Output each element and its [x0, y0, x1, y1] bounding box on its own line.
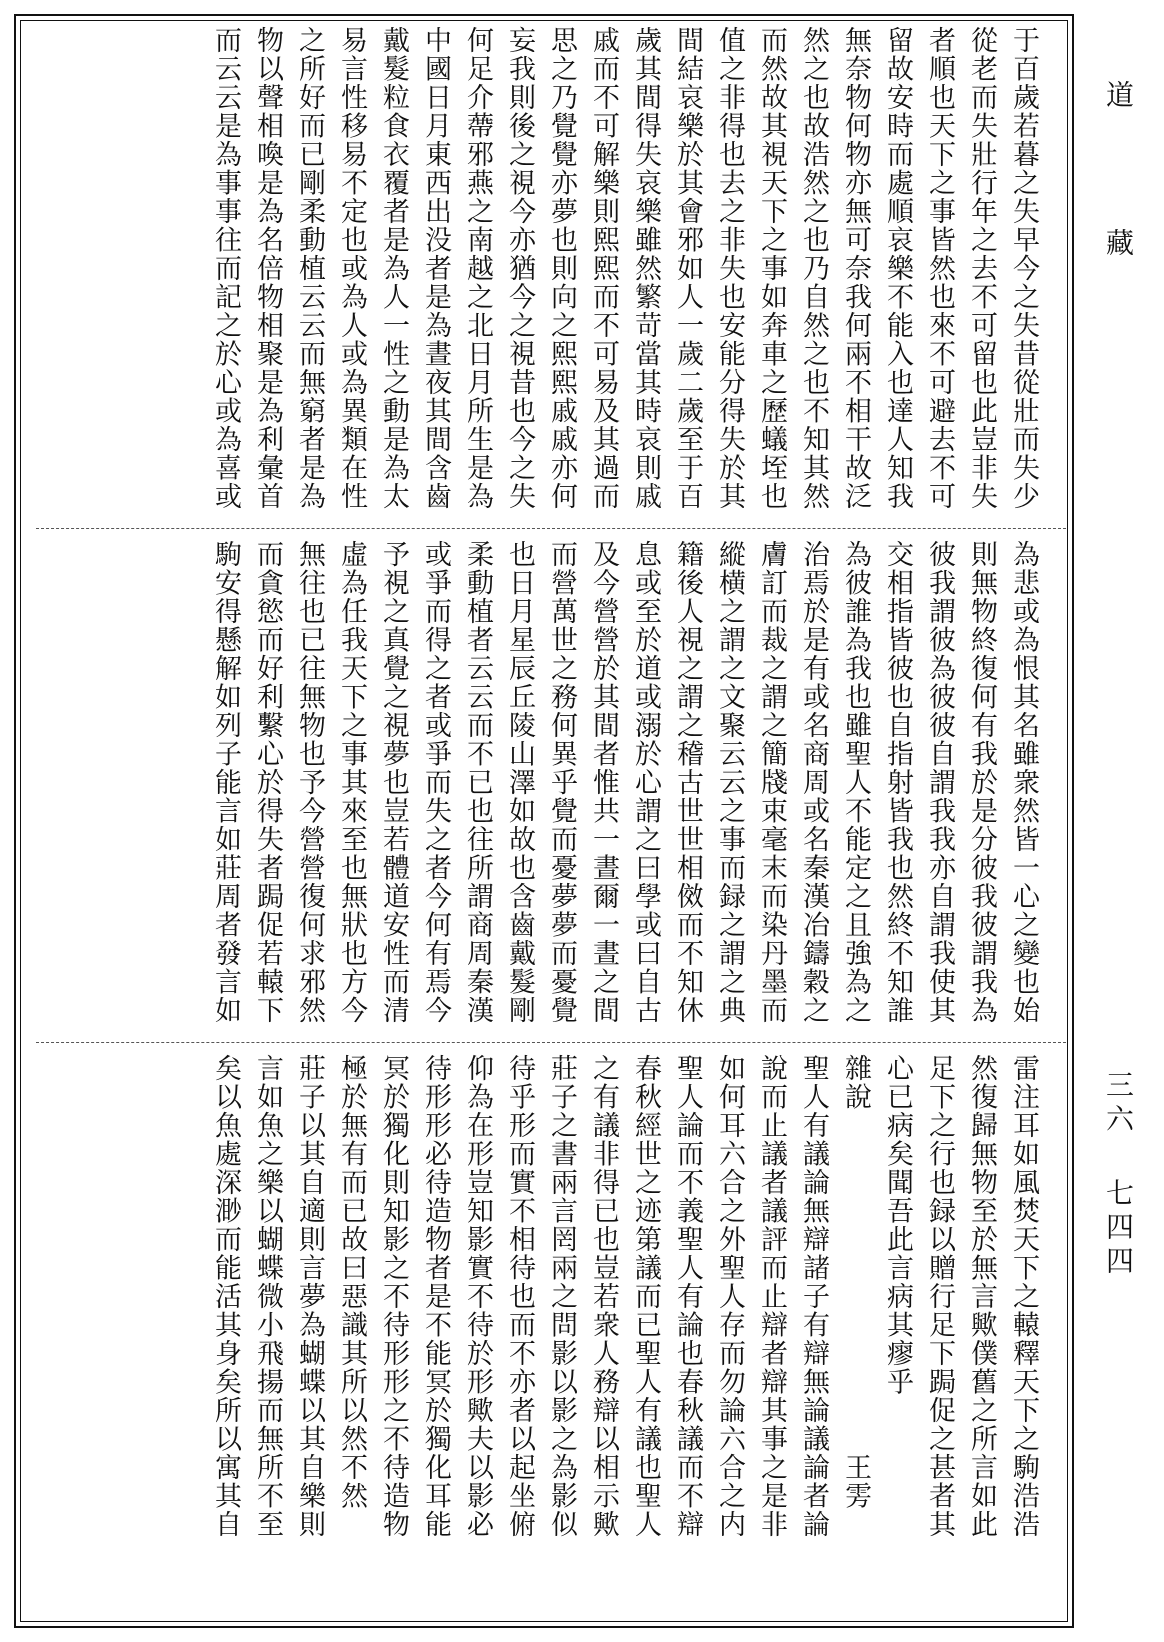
text-column: 戚而不可解樂則熙熙而不可易及其過而 — [588, 26, 619, 511]
page-number — [1098, 1070, 1138, 1280]
text-register-middle — [44, 540, 1044, 1030]
text-column: 歲其間得失哀樂雖然繁苛當其時哀則戚 — [630, 26, 661, 511]
register-divider — [36, 528, 1066, 529]
text-column: 縱横之謂之文聚云云之事而録之謂之典 — [714, 540, 745, 1025]
text-column: 于百歲若暮之失早今之失昔從壯而失少 — [1008, 26, 1039, 511]
text-column: 思之乃覺覺亦夢也則向之熙熙戚戚亦何 — [546, 26, 577, 511]
text-column: 待乎形而實不相待也而不亦者以起坐俯 — [504, 1054, 535, 1539]
section-heading: 雜說 王雱 — [840, 1054, 871, 1510]
text-column: 言如魚之樂以蝴蝶微小飛揚而無所不至 — [252, 1054, 283, 1539]
text-column: 彼我謂彼為彼彼自謂我我亦自謂我使其 — [924, 540, 955, 1025]
text-column: 籍後人視之謂之稽古世世相傚而不知休 — [672, 540, 703, 1025]
text-column: 矣以魚處深渺而能活其身矣所以寓其自 — [210, 1054, 241, 1539]
text-column: 如何耳六合之外聖人存而勿論六合之内 — [714, 1054, 745, 1539]
text-column: 足下之行也録以贈行足下跼促之甚者其 — [924, 1054, 955, 1539]
text-column: 心已病矣聞吾此言病其瘳乎 — [882, 1054, 913, 1396]
text-register-bottom — [44, 1054, 1044, 1614]
text-column: 柔動植者云云而不已也往所謂商周秦漢 — [462, 540, 493, 1025]
text-column: 然復歸無物至於無言歟僕舊之所言如此 — [966, 1054, 997, 1539]
text-column: 之所好而已剛柔動植云云而無窮者是為 — [294, 26, 325, 511]
text-column: 物以聲相喚是為名倍物相聚是為利彙首 — [252, 26, 283, 511]
text-column: 從老而失壯行年之去不可留也此豈非失 — [966, 26, 997, 511]
text-column: 聖人論而不義聖人有論也春秋議而不辯 — [672, 1054, 703, 1539]
text-column: 妄我則後之視今亦猶今之視昔也今之失 — [504, 26, 535, 511]
text-column: 戴髮粒食衣覆者是為人一性之動是為太 — [378, 26, 409, 511]
text-column: 為彼誰為我也雖聖人不能定之且強為之 — [840, 540, 871, 1025]
text-register-top — [44, 26, 1044, 516]
text-column: 駒安得懸解如列子能言如莊周者發言如 — [210, 540, 241, 1025]
text-column: 為悲或為恨其名雖衆然皆一心之變也始 — [1008, 540, 1039, 1025]
text-column: 間結哀樂於其會邪如人一歲二歲至于百 — [672, 26, 703, 511]
text-column: 則無物終復何有我於是分彼我彼謂我為 — [966, 540, 997, 1025]
text-column: 或爭而得之者或爭而失之者今何有焉今 — [420, 540, 451, 1025]
text-column: 中國日月東西出没者是為晝夜其間含齒 — [420, 26, 451, 511]
text-column: 仰為在形豈知影實不待於形歟夫以影必 — [462, 1054, 493, 1539]
text-column: 莊子之書兩言罔兩之問影以影之為影似 — [546, 1054, 577, 1539]
text-column: 虛為任我天下之事其來至也無狀也方今 — [336, 540, 367, 1025]
page-number-right: 七四四 — [1102, 1178, 1135, 1280]
text-column: 膚訂而裁之謂之簡牋束毫末而染丹墨而 — [756, 540, 787, 1025]
register-divider — [36, 1042, 1066, 1043]
text-column: 者順也天下之事皆然也來不可避去不可 — [924, 26, 955, 511]
text-column: 息或至於道或溺於心謂之曰學或曰自古 — [630, 540, 661, 1025]
text-column: 留故安時而處順哀樂不能入也達人知我 — [882, 26, 913, 511]
text-column: 待形形必待造物者是不能冥於獨化耳能 — [420, 1054, 451, 1539]
text-column: 而然故其視天下之事如奔車之歷蟻垤也 — [756, 26, 787, 511]
margin-column — [1080, 0, 1164, 1642]
text-column: 然之也故浩然之也乃自然之也不知其然 — [798, 26, 829, 511]
text-column: 何足介蔕邪燕之南越之北日月所生是為 — [462, 26, 493, 511]
text-column: 交相指皆彼也自指射皆我也然終不知誰 — [882, 540, 913, 1025]
page-number-left: 三六 — [1102, 1070, 1135, 1138]
text-column: 聖人有議論無辯諸子有辯無論議論者論 — [798, 1054, 829, 1539]
text-column: 而貪慾而好利繫心於得失者跼促若轅下 — [252, 540, 283, 1025]
text-column: 說而止議者議評而止辯者辯其事之是非 — [756, 1054, 787, 1539]
text-column: 及今營營於其間者惟共一晝爾一晝之間 — [588, 540, 619, 1025]
text-column: 而營萬世之務何異乎覺而憂夢夢而憂覺 — [546, 540, 577, 1025]
collection-title: 道藏 — [1102, 80, 1135, 376]
text-column: 易言性移易不定也或為人或為異類在性 — [336, 26, 367, 511]
text-column: 予視之真覺之視夢也豈若體道安性而清 — [378, 540, 409, 1025]
text-column: 莊子以其自適則言夢為蝴蝶以其自樂則 — [294, 1054, 325, 1539]
text-column: 冥於獨化則知影之不待形形之不待造物 — [378, 1054, 409, 1539]
text-column: 無奈物何物亦無可奈我何兩不相干故泛 — [840, 26, 871, 511]
text-column: 之有議非得已也豈若衆人務辯以相示歟 — [588, 1054, 619, 1539]
text-column: 極於無有而已故曰惡識其所以然不然 — [336, 1054, 367, 1510]
text-column: 春秋經世之迹第議而已聖人有議也聖人 — [630, 1054, 661, 1539]
text-column: 雷注耳如風焚天下之轅釋天下之駒浩浩 — [1008, 1054, 1039, 1539]
text-column: 治焉於是有或名商周或名秦漢冶鑄穀之 — [798, 540, 829, 1025]
text-column: 值之非得也去之非失也安能分得失於其 — [714, 26, 745, 511]
text-column: 也日月星辰丘陵山澤如故也含齒戴髮剛 — [504, 540, 535, 1025]
text-column: 無往也已往無物也予今營營復何求邪然 — [294, 540, 325, 1025]
text-column: 而云云是為事事往而記之於心或為喜或 — [210, 26, 241, 511]
